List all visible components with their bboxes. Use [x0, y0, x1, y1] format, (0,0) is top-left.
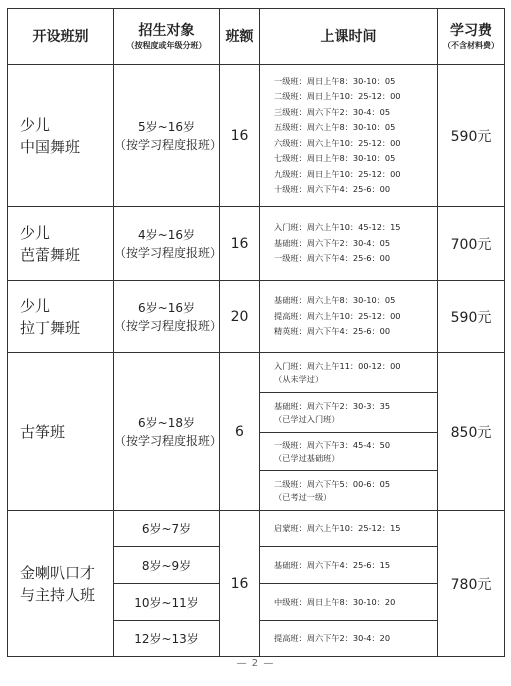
class-name: 少儿 芭蕾舞班: [8, 207, 114, 281]
header-class-type: 开设班别: [8, 9, 114, 65]
class-time-slot: 入门班：周六上午11：00-12：00 （从未学过）: [260, 353, 438, 393]
enroll-age: 6岁~16岁 （按学习程度报班）: [114, 281, 220, 353]
enroll-age: 5岁~16岁 （按学习程度报班）: [114, 65, 220, 207]
enroll-age: 10岁~11岁: [114, 584, 220, 621]
header-fee: 学习费 （不含材料费）: [438, 9, 505, 65]
class-time-slot: 中级班：周日上午8：30-10：20: [260, 584, 438, 621]
class-time-slot: 基础班：周六下午2：30-3：35 （已学过入门班）: [260, 393, 438, 433]
class-quota: 6: [220, 353, 260, 511]
page-number: — 2 —: [236, 658, 275, 669]
class-time-slot: 提高班：周六下午2：30-4：20: [260, 621, 438, 657]
class-times: 基础班：周六上午8：30-10：05 提高班：周六上午10：25-12：00 精英班：周六下午4：25-6：00: [260, 281, 438, 353]
class-times: 一级班：周日上午8：30-10：05 二级班：周日上午10：25-12：00 三级班：周六下午2：30-4：05 五级班：周六上午8：30-10：05 六级班：周六上午10：25-12：00 七级班：周日上午8：30-10：05 九级班：周日上午10：25-12：00 十级班：周六下午4：25-6：00: [260, 65, 438, 207]
schedule-table: [7, 8, 505, 657]
class-time-slot: 一级班：周六下午3：45-4：50 （已学过基础班）: [260, 433, 438, 471]
table-row: [8, 281, 505, 353]
class-name: 少儿 中国舞班: [8, 65, 114, 207]
enroll-age: 6岁~18岁 （按学习程度报班）: [114, 353, 220, 511]
enroll-age: 8岁~9岁: [114, 547, 220, 584]
class-times: 入门班：周六上午10：45-12：15 基础班：周六下午2：30-4：05 一级班：周六下午4：25-6：00: [260, 207, 438, 281]
header-quota: 班额: [220, 9, 260, 65]
class-fee: 590元: [438, 281, 505, 353]
header-row: [8, 9, 505, 65]
class-quota: 16: [220, 65, 260, 207]
class-quota: 16: [220, 207, 260, 281]
header-enroll: 招生对象 （按程度或年级分班）: [114, 9, 220, 65]
class-fee: 590元: [438, 65, 505, 207]
table-row: [8, 353, 505, 393]
class-quota: 20: [220, 281, 260, 353]
table-row: [8, 207, 505, 281]
enroll-age: 12岁~13岁: [114, 621, 220, 657]
table-row: [8, 65, 505, 207]
class-time-slot: 二级班：周六下午5：00-6：05 （已考过一级）: [260, 471, 438, 511]
class-quota: 16: [220, 511, 260, 657]
header-time: 上课时间: [260, 9, 438, 65]
enroll-age: 6岁~7岁: [114, 511, 220, 547]
class-fee: 700元: [438, 207, 505, 281]
class-name: 古筝班: [8, 353, 114, 511]
class-fee: 850元: [438, 353, 505, 511]
class-time-slot: 基础班：周六下午4：25-6：15: [260, 547, 438, 584]
class-time-slot: 启蒙班：周六上午10：25-12：15: [260, 511, 438, 547]
class-fee: 780元: [438, 511, 505, 657]
table-row: [8, 511, 505, 547]
class-name: 少儿 拉丁舞班: [8, 281, 114, 353]
enroll-age: 4岁~16岁 （按学习程度报班）: [114, 207, 220, 281]
class-name: 金喇叭口才 与主持人班: [8, 511, 114, 657]
